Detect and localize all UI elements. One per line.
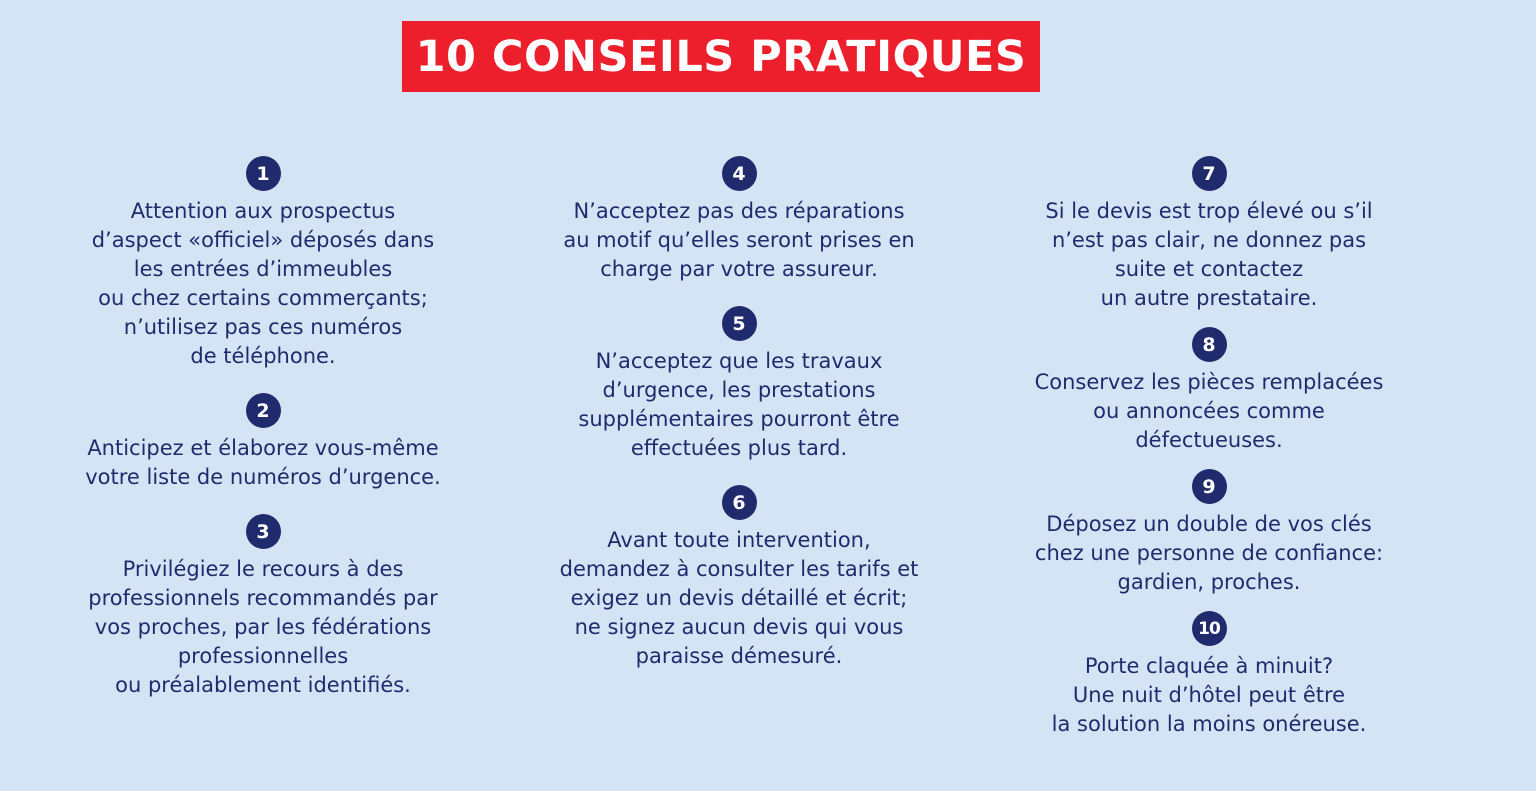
- tip-text: Conservez les pièces remplacées ou annoncées comme défectueuses.: [1034, 370, 1384, 452]
- tip-text: Attention aux prospectus d’aspect «officiel» déposés dans les entrées d’immeubles ou chez certains commerçants; n’utilisez pas ces numéros de téléphone.: [91, 199, 435, 368]
- tip-text: Avant toute intervention, demandez à consulter les tarifs et exigez un devis détaillé et écrit; ne signez aucun devis qui vous paraisse démesuré.: [559, 528, 919, 668]
- tips-column-1: [33, 156, 493, 700]
- tip-number-badge: 4: [722, 156, 757, 191]
- tip-number-badge: 5: [722, 306, 757, 341]
- tip-7: [979, 156, 1439, 313]
- tip-1: [33, 156, 493, 371]
- tips-column-2: [509, 156, 969, 671]
- tip-10: [979, 611, 1439, 739]
- tip-2: [33, 393, 493, 492]
- tip-text: N’acceptez que les travaux d’urgence, les prestations supplémentaires pourront être effectuées plus tard.: [578, 349, 900, 460]
- tip-number-badge: 10: [1192, 611, 1227, 646]
- tip-text: Privilégiez le recours à des professionnels recommandés par vos proches, par les fédérations professionnelles ou préalablement identifiés.: [88, 557, 438, 697]
- tip-6: [509, 485, 969, 671]
- tip-text: Porte claquée à minuit? Une nuit d’hôtel peut être la solution la moins onéreuse.: [1051, 654, 1367, 736]
- tips-column-3: [979, 156, 1439, 739]
- tip-text: Anticipez et élaborez vous-même votre liste de numéros d’urgence.: [85, 436, 441, 489]
- tip-9: [979, 469, 1439, 597]
- title-banner: [402, 21, 1040, 92]
- tip-text: Si le devis est trop élevé ou s’il n’est pas clair, ne donnez pas suite et contactez un autre prestataire.: [1045, 199, 1373, 310]
- page-title: 10 CONSEILS PRATIQUES: [415, 31, 1027, 82]
- tip-text: N’acceptez pas des réparations au motif qu’elles seront prises en charge par votre assureur.: [563, 199, 915, 281]
- tip-number-badge: 1: [246, 156, 281, 191]
- tip-5: [509, 306, 969, 463]
- tip-number-badge: 6: [722, 485, 757, 520]
- tip-4: [509, 156, 969, 284]
- tip-text: Déposez un double de vos clés chez une personne de confiance: gardien, proches.: [1034, 512, 1384, 594]
- tip-3: [33, 514, 493, 700]
- tip-number-badge: 2: [246, 393, 281, 428]
- tip-number-badge: 3: [246, 514, 281, 549]
- tip-8: [979, 327, 1439, 455]
- tip-number-badge: 7: [1192, 156, 1227, 191]
- tip-number-badge: 8: [1192, 327, 1227, 362]
- tip-number-badge: 9: [1192, 469, 1227, 504]
